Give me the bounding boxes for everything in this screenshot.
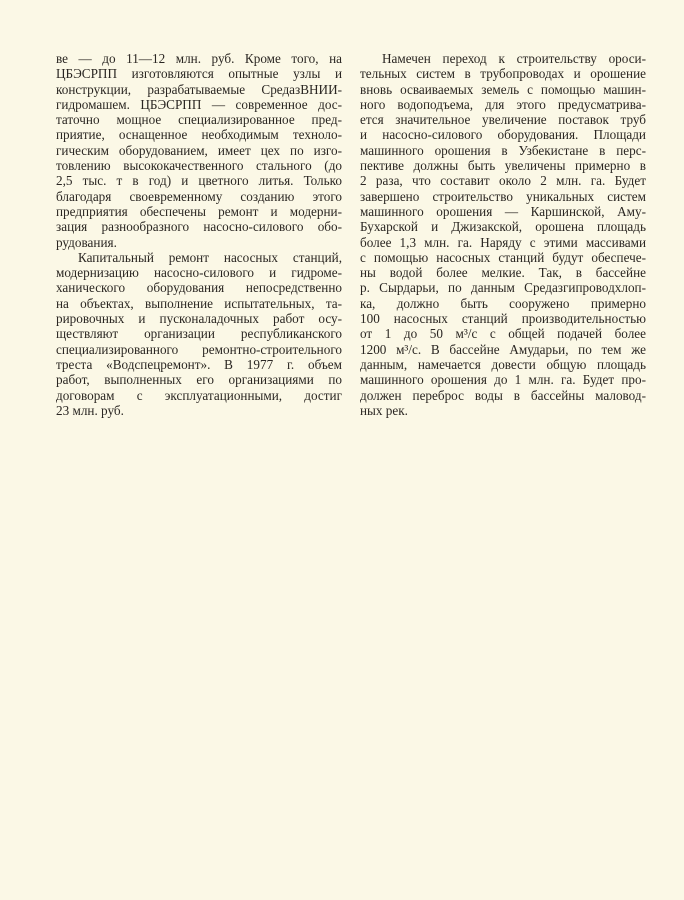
- text-line: ны водой более мелкие. Так, в бассейне: [360, 265, 646, 281]
- text-line: вновь осваиваемых земель с помощью машин-: [360, 81, 646, 97]
- paragraph: [360, 51, 646, 418]
- text-line: гическим оборудованием, имеет цех по изго-: [56, 142, 342, 158]
- text-line: ханического оборудования непосредственно: [56, 280, 342, 296]
- text-line: модернизацию насосно-силового и гидроме-: [56, 265, 342, 281]
- text-line: ных рек.: [360, 402, 408, 418]
- text-line: таточно мощное специализированное пред-: [56, 112, 342, 128]
- text-line: ка, должно быть сооружено примерно: [360, 295, 646, 311]
- text-line: конструкции, разрабатываемые СредазВНИИ-: [56, 81, 342, 97]
- text-line: ется значительное увеличение поставок труб: [360, 112, 646, 128]
- paragraph: [56, 250, 342, 418]
- text-line: рировочных и пусконаладочных работ осу-: [56, 311, 342, 327]
- right-column: [360, 51, 646, 418]
- left-column: [56, 51, 342, 418]
- text-line: договорам с эксплуатационными, достиг: [56, 387, 342, 403]
- text-line: ществляют организации республиканского: [56, 326, 342, 342]
- text-line: предприятия обеспечены ремонт и модерни-: [56, 203, 342, 219]
- text-line: на объектах, выполнение испытательных, та-: [56, 295, 342, 311]
- text-line: и насосно-силового оборудования. Площади: [360, 127, 646, 143]
- text-line: треста «Водспецремонт». В 1977 г. объем: [56, 356, 342, 372]
- text-line: ве — до 11—12 млн. руб. Кроме того, на: [56, 51, 342, 66]
- text-line: 2 раза, что составит около 2 млн. га. Будет: [360, 173, 646, 189]
- text-line: Бухарской и Джизакской, орошена площадь: [360, 219, 646, 235]
- text-line: машинного орошения в Узбекистане в перс-: [360, 142, 646, 158]
- text-line: ЦБЭСРПП изготовляются опытные узлы и: [56, 66, 342, 82]
- text-line: зация разнообразного насосно-силового обо-: [56, 219, 342, 235]
- paragraph: [56, 51, 342, 250]
- text-line: с помощью насосных станций будут обеспече-: [360, 249, 646, 265]
- text-line: товлению высококачественного стального (до: [56, 158, 342, 174]
- text-line: должен переброс воды в бассейны маловод-: [360, 387, 646, 403]
- text-line: работ, выполненных его организациями по: [56, 372, 342, 388]
- text-line: тельных систем в трубопроводах и орошение: [360, 66, 646, 82]
- text-line: благодаря своевременному созданию этого: [56, 188, 342, 204]
- text-line: гидромашем. ЦБЭСРПП — современное дос-: [56, 96, 342, 112]
- text-line: пективе должны быть увеличены примерно в: [360, 158, 646, 174]
- text-line: Намечен переход к строительству ороси-: [382, 51, 646, 66]
- text-line: 23 млн. руб.: [56, 402, 124, 418]
- text-line: 1200 м³/с. В бассейне Амударьи, по тем же: [360, 341, 646, 357]
- text-line: ного водоподъема, для этого предусматрива-: [360, 96, 646, 112]
- text-line: машинного орошения — Каршинской, Аму-: [360, 203, 646, 219]
- text-line: специализированного ремонтно-строительного: [56, 341, 342, 357]
- text-line: 100 насосных станций производительностью: [360, 311, 646, 327]
- text-line: завершено строительство уникальных систем: [360, 188, 646, 204]
- text-line: 2,5 тыс. т в год) и цветного литья. Только: [56, 173, 342, 189]
- text-line: от 1 до 50 м³/с с общей подачей более: [360, 326, 646, 342]
- text-line: более 1,3 млн. га. Наряду с этими массивами: [360, 234, 646, 250]
- text-line: машинного орошения до 1 млн. га. Будет про-: [360, 372, 646, 388]
- text-line: приятие, оснащенное необходимым техноло-: [56, 127, 342, 143]
- text-line: рудования.: [56, 234, 117, 250]
- text-line: Капитальный ремонт насосных станций,: [78, 249, 342, 265]
- text-line: данным, намечается довести общую площадь: [360, 356, 646, 372]
- text-line: р. Сырдарьи, по данным Средазгипроводхлоп-: [360, 280, 646, 296]
